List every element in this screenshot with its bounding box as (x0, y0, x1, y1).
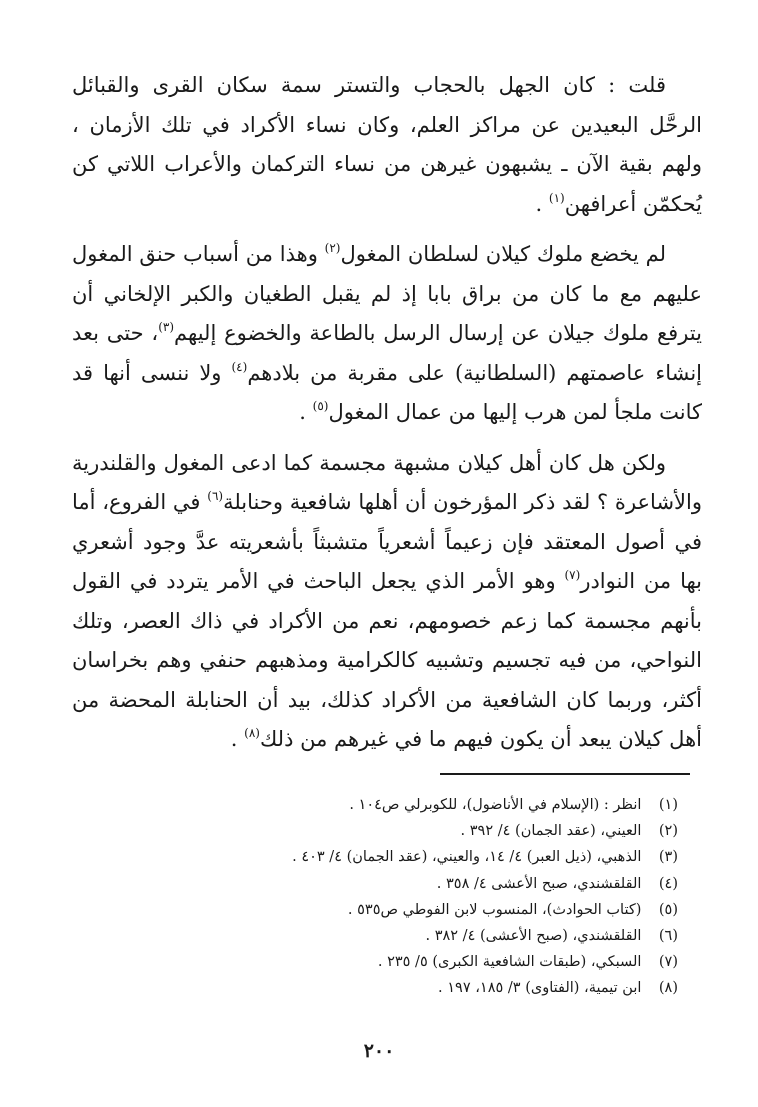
paragraph (72, 66, 702, 224)
footnote (180, 949, 678, 975)
paragraph-text: ، حتى بعد إنشاء عاصمتهم (السلطانية) على مقربة من بلادهم (72, 321, 703, 385)
footnote-separator (440, 773, 690, 775)
main-text (72, 66, 702, 771)
footnote-number: (٣) (658, 849, 678, 866)
footnote-number: (٥) (658, 901, 678, 918)
footnote-reference: (٥) (312, 399, 329, 413)
paragraph-text: . (230, 727, 245, 751)
footnote (180, 871, 678, 897)
footnote-reference: (٣) (158, 320, 175, 334)
footnote-text: القلقشندي، صبح الأعشى ٤/ ٣٥٨ . (436, 875, 642, 892)
footnote-reference: (٢) (324, 241, 341, 255)
footnote-reference: (٧) (564, 568, 581, 582)
footnote-number: (٨) (658, 980, 678, 997)
footnote-text: (كتاب الحوادث)، المنسوب لابن الفوطي ص٥٣٥ . (347, 901, 642, 918)
paragraph-text: قلت : كان الجهل بالحجاب والتستر سمة سكان القرى والقبائل الرحَّل البعيدين عن مراكز العلم، وكان نساء الأكراد في تلك الأزمان ، ولهم بقية الآن ـ يشبهون غيرهن من نساء التركمان والأعراب اللاتي كن يُحكمّن أعرافهن (72, 73, 702, 216)
paragraph-text: ولا ننسى أنها قد كانت ملجأ لمن هرب إليها من عمال المغول (72, 360, 702, 424)
footnote-number: (٦) (658, 928, 678, 945)
footnote-text: السبكي، (طبقات الشافعية الكبرى) ٥/ ٢٣٥ . (377, 954, 642, 971)
paragraph-text: . (535, 191, 549, 216)
footnote (180, 897, 678, 923)
footnote (180, 818, 678, 844)
footnote-reference: (٦) (207, 489, 224, 503)
footnote (180, 975, 678, 1001)
footnote (180, 844, 678, 870)
footnote-number: (٤) (658, 875, 678, 892)
paragraph-text: وهذا من أسباب حنق المغول عليهم مع ما كان من براق بابا إذ لم يقبل الطغيان والكبر الإلخاني أن يترفع ملوك جيلان عن إرسال الرسل بالطاعة والخضوع إليهم (72, 242, 702, 345)
footnote-number: (٢) (658, 823, 678, 840)
paragraph-text: وهو الأمر الذي يجعل الباحث في الأمر يتردد في القول بأنهم مجسمة كما زعم خصومهم، نعم من الأكراد في ذاك العصر، وتلك النواحي، من فيه تجسيم وتشبيه كالكرامية ومذهبهم حنفي وهم بخراسان أكثر، وربما كان الشافعية من الأكراد كذلك، بيد أن الحنابلة المحضة من أهل كيلان يبعد أن يكون فيهم ما في غيرهم من ذلك (72, 569, 702, 751)
footnote (180, 923, 678, 949)
paragraph (72, 444, 702, 760)
footnote-text: انظر : (الإسلام في الأناضول)، للكوبرلي ص١٠٤ . (349, 797, 642, 813)
footnote-text: ابن تيمية، (الفتاوى) ٣/ ١٨٥، ١٩٧ . (438, 980, 642, 997)
paragraph (72, 235, 702, 433)
paragraph-text: . (299, 400, 313, 424)
footnote (180, 792, 678, 818)
paragraph-text: في الفروع، أما في أصول المعتقد فإن زعيماً أشعرياً متشبثاً بأشعريته عدَّ وجود أشعري بها من النوادر (72, 490, 702, 593)
footnote-text: العيني، (عقد الجمان) ٤/ ٣٩٢ . (460, 823, 642, 840)
footnote-text: الذهبي، (ذيل العبر) ٤/ ١٤، والعيني، (عقد الجمان) ٤/ ٤٠٣ . (292, 849, 642, 866)
paragraph-text: ولكن هل كان أهل كيلان مشبهة مجسمة كما ادعى المغول والقلندرية والأشاعرة ؟ لقد ذكر المؤرخون أن أهلها شافعية وحنابلة (72, 450, 703, 514)
footnote-reference: (٤) (231, 359, 248, 374)
footnote-text: القلقشندي، (صبح الأعشى) ٤/ ٣٨٢ . (425, 928, 642, 945)
paragraph-text: لم يخضع ملوك كيلان لسلطان المغول (340, 242, 666, 266)
footnotes (180, 792, 678, 1002)
footnote-reference: (١) (548, 190, 565, 205)
footnote-number: (٧) (658, 954, 678, 971)
footnote-number: (١) (658, 797, 678, 813)
page-number: ٢٠٠ (363, 1040, 395, 1062)
footnote-reference: (٨) (244, 726, 260, 740)
